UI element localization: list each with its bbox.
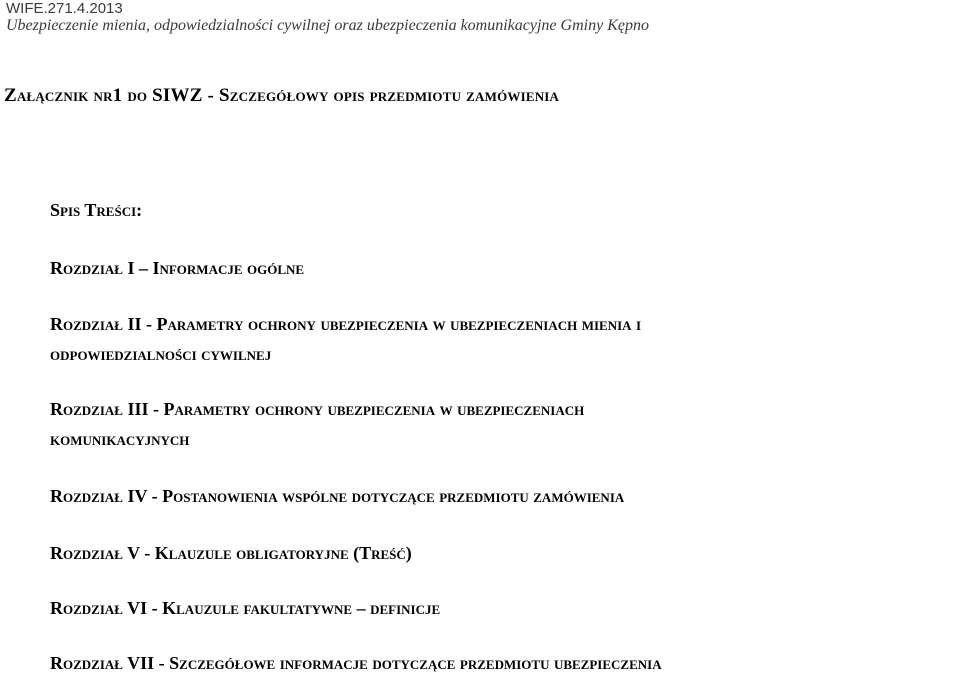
toc-entry-chapter-2 (50, 312, 956, 366)
toc-entry-chapter-1: Rozdział I – Informacje ogólne (50, 258, 305, 278)
toc-entry-chapter-3-line-1: Rozdział III - Parametry ochrony ubezpieczenia w ubezpieczeniach (50, 399, 585, 419)
toc-entry-chapter-2-line-2: odpowiedzialności cywilnej (50, 344, 272, 364)
toc-entry-chapter-4: Rozdział IV - Postanowienia wspólne dotyczące przedmiotu zamówienia (50, 486, 625, 506)
toc-entry-chapter-3-line-2: komunikacyjnych (50, 429, 190, 449)
toc-entry-chapter-7: Rozdział VII - Szczegółowe informacje dotyczące przedmiotu ubezpieczenia (50, 653, 662, 673)
document-header-title: Ubezpieczenie mienia, odpowiedzialności cywilnej oraz ubezpieczenia komunikacyjne Gminy Kępno (6, 17, 649, 34)
document-reference-number: WIFE.271.4.2013 (6, 0, 123, 17)
toc-entry-chapter-2-line-1: Rozdział II - Parametry ochrony ubezpieczenia w ubezpieczeniach mienia i (50, 314, 642, 334)
toc-entry-chapter-5: Rozdział V - Klauzule obligatoryjne (Treść) (50, 543, 412, 563)
toc-entry-chapter-3 (50, 397, 956, 451)
toc-entry-chapter-6: Rozdział VI - Klauzule fakultatywne – definicje (50, 598, 441, 618)
toc-heading: Spis Treści: (50, 200, 143, 220)
document-title: Załącznik nr1 do SIWZ - Szczegółowy opis przedmiotu zamówienia (4, 85, 560, 106)
